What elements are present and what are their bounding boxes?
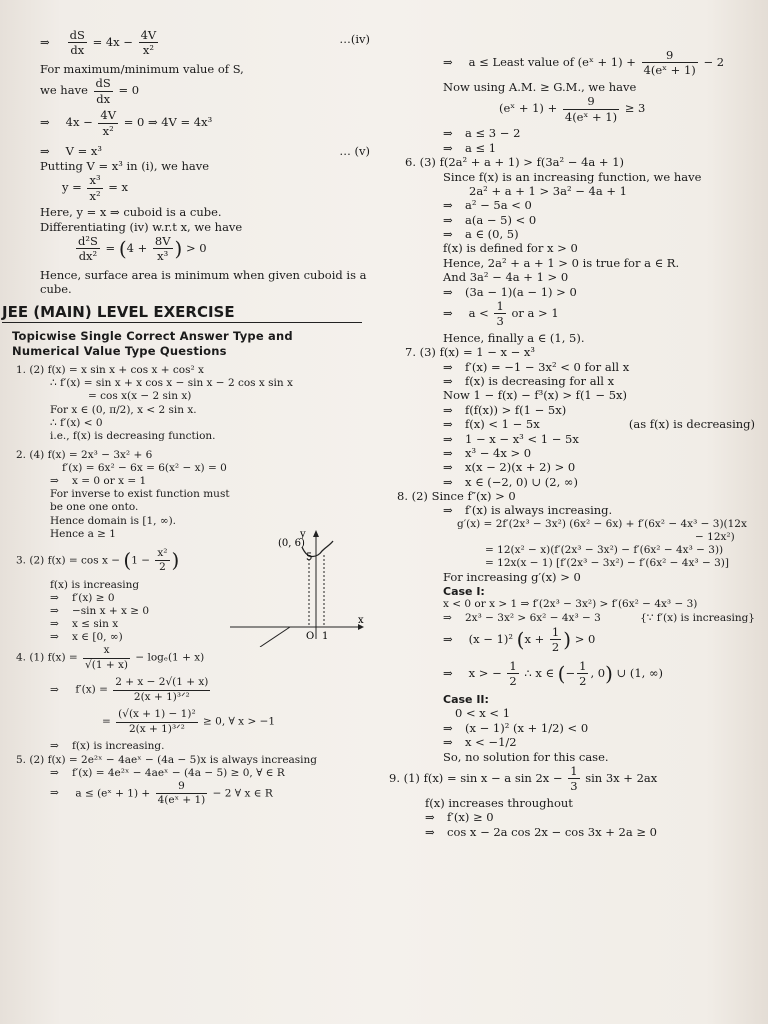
fraction: $\frac{dS}{dx}$ — [69, 28, 85, 58]
implies-arrow — [50, 767, 72, 779]
case-label: Case II: — [443, 692, 489, 706]
text-line: g′(x) = 2f′(2x³ − 3x²) (6x² − 6x) + f′(6x² − 4x³ − 3)(12x — [457, 517, 747, 530]
implies-arrow — [443, 126, 465, 140]
text-line: f(x) is defined for x > 0 — [443, 241, 578, 256]
text-line: ⇒ f′(x) ≥ 0 — [395, 810, 755, 824]
eq-iv: ⇒ $\frac{dS}{dx}$ = 4x − $\frac{4V}{\text{x²}}$ …(iv) — [40, 28, 370, 62]
implies-arrow — [443, 403, 465, 417]
implies-arrow — [50, 787, 72, 799]
fraction: $\frac{9}{\text{4(eˣ + 1)}}$ — [564, 94, 618, 124]
text-line: 0 < x < 1 — [455, 706, 511, 721]
implies-arrow — [40, 35, 62, 49]
tangent-line — [260, 627, 290, 647]
eq-v: ⇒ V = x³ … (v) — [40, 144, 370, 158]
y-label: y — [300, 529, 306, 540]
text-line: ⇒ −sin x + x ≥ 0 — [40, 605, 370, 618]
text-line: 2a² + a + 1 > 3a² − 4a + 1 — [469, 183, 627, 198]
text-line: Hence domain is [1, ∞). — [50, 514, 176, 527]
tick-label: 1 — [322, 631, 329, 642]
eq-line: ⇒ (x − 1)² (x + $\frac{1}{2}$ ) > 0 — [395, 625, 755, 659]
x-label: x — [358, 615, 364, 626]
text-line: Now using A.M. ≥ G.M., we have — [443, 80, 637, 94]
eq-line: ⇒ 4x − $\frac{4V}{\text{x²}}$ = 0 ⇒ 4V = 4x³ — [40, 108, 370, 140]
implies-arrow — [443, 475, 465, 489]
fraction: $\frac{\text{d²S}}{\text{dx²}}$ — [78, 233, 98, 264]
implies-arrow — [443, 446, 465, 460]
text-line: = cos x(x − 2 sin x) — [88, 390, 192, 403]
implies-arrow — [443, 374, 465, 388]
text-line: − 12x²) — [695, 530, 735, 543]
implies-arrow — [443, 360, 465, 374]
text-line: So, no solution for this case. — [443, 749, 609, 764]
fraction: $\frac{\text{x³}}{\text{x²}}$ — [89, 173, 101, 203]
eq-line: = (√(x + 1) − 1)² 2(x + 1)³ᐟ² ≥ 0, ∀ x > −1 — [102, 708, 276, 735]
implies-arrow — [443, 460, 465, 474]
text-line: ⇒ (3a − 1)(a − 1) > 0 — [395, 285, 755, 299]
fraction: $\frac{8V}{\text{x³}}$ — [154, 233, 171, 264]
text-line: f′(x) = 6x² − 6x = 6(x² − x) = 0 — [62, 462, 227, 474]
text-line: Here, y = x ⇒ cuboid is a cube. — [40, 205, 222, 220]
right-column — [389, 48, 755, 839]
solution-3: 3. (2) f(x) = cos x − (1 − $\frac{\text{x²}}{2}$ ) — [16, 546, 180, 573]
origin-label: O — [306, 631, 315, 642]
text-line: ⇒ 1 − x − x³ < 1 − 5x — [395, 432, 755, 446]
text-line: ⇒ x ∈ (−2, 0) ∪ (2, ∞) — [395, 475, 755, 489]
text-line: ⇒ f′(x) = −1 − 3x² < 0 for all x — [395, 360, 755, 374]
eq-line: $\frac{\text{d²S}}{\text{dx²}}$ = (4 + $\frac{8V}{\text{x³}}$ ) > 0 — [78, 233, 207, 264]
text-line: For increasing g′(x) > 0 — [443, 570, 581, 585]
eq-line: (eˣ + 1) + $\frac{9}{\text{4(eˣ + 1)}}$ ≥ 3 — [499, 94, 646, 124]
implies-arrow — [443, 141, 465, 155]
eq-line: ⇒ f′(x) = 2 + x − 2√(1 + x) 2(x + 1)³ᐟ² — [40, 676, 370, 708]
eq-line: ⇒ a ≤ (eˣ + 1) + $\frac{9}{\text{4(eˣ + 1)}}$ − 2 ∀ x ∈ R — [40, 780, 370, 810]
text-line: ⇒ f(x) is decreasing for all x — [395, 374, 755, 388]
note-tag: (as f(x) is decreasing) — [628, 417, 755, 432]
text-line: ⇒ x(x − 2)(x + 2) > 0 — [395, 460, 755, 474]
solution-5: 5. (2) f(x) = 2e²ˣ − 4aeˣ − (4a − 5)x is always increasing — [16, 753, 318, 766]
text-line: And 3a² − 4a + 1 > 0 — [443, 270, 569, 285]
left-column — [2, 28, 370, 810]
implies-arrow — [443, 666, 465, 680]
implies-arrow — [443, 721, 465, 735]
equation-tag: …(iv) — [339, 32, 370, 46]
fraction: 2 + x − 2√(1 + x) 2(x + 1)³ᐟ² — [115, 676, 209, 703]
fraction: $\frac{1}{3}$ — [496, 298, 504, 329]
implies-arrow — [443, 213, 465, 227]
y-axis-arrow — [313, 530, 319, 537]
fraction: $\frac{9}{\text{4(eˣ + 1)}}$ — [157, 779, 206, 806]
implies-arrow — [443, 417, 465, 431]
implies-arrow — [50, 605, 72, 617]
implies-arrow — [50, 592, 72, 604]
text-line: Hence a ≥ 1 — [50, 527, 116, 540]
text-line: ⇒ f′(x) ≥ 0 — [40, 592, 370, 605]
text-line: ⇒ x < −1/2 — [395, 735, 755, 749]
text-line: = 12(x² − x)(f′(2x³ − 3x²) − f′(6x² − 4x³ − 3)) — [485, 544, 724, 556]
fraction: $\frac{1}{2}$ — [579, 658, 587, 688]
text-line: ⇒ a² − 5a < 0 — [395, 198, 755, 212]
implies-arrow — [50, 631, 72, 643]
implies-arrow — [443, 227, 465, 241]
fraction: $\frac{x}{√(1 + x)}$ — [85, 644, 129, 671]
eq-line: ⇒ a < $\frac{1}{3}$ or a > 1 — [395, 299, 755, 331]
text-line: ⇒ (x − 1)² (x + 1/2) < 0 — [395, 721, 755, 735]
text-line: ⇒ x ≤ sin x — [40, 618, 370, 631]
text-line: ⇒ cos x − 2a cos 2x − cos 3x + 2a ≥ 0 — [395, 825, 755, 839]
implies-arrow — [40, 144, 62, 158]
point-label: (0, 6) — [278, 538, 305, 549]
fraction: $\frac{4V}{\text{x²}}$ — [140, 28, 157, 58]
implies-arrow — [50, 684, 72, 696]
implies-arrow — [40, 115, 62, 129]
implies-arrow — [443, 735, 465, 749]
equation-tag: … (v) — [339, 144, 370, 159]
fraction: (√(x + 1) − 1)² 2(x + 1)³ᐟ² — [118, 708, 196, 735]
fraction: $\frac{4V}{\text{x²}}$ — [100, 108, 117, 138]
implies-arrow — [443, 306, 465, 320]
solution-6: 6. (3) f(2a² + a + 1) > f(3a² − 4a + 1) — [405, 155, 624, 170]
text-line: ⇒ f′(x) is always increasing. — [395, 503, 755, 517]
solution-7: 7. (3) f(x) = 1 − x − x³ — [405, 345, 536, 360]
case-label: Case I: — [443, 584, 485, 598]
fraction: $\frac{dS}{dx}$ — [95, 76, 111, 106]
solution-1: 1. (2) f(x) = x sin x + cos x + cos² x — [16, 364, 204, 377]
text-line: cube. — [40, 282, 72, 297]
implies-arrow — [443, 503, 465, 517]
text-line: ∴ f′(x) < 0 — [50, 416, 103, 429]
solution-2: 2. (4) f(x) = 2x³ − 3x² + 6 — [16, 448, 153, 461]
implies-arrow — [443, 285, 465, 299]
text-line: ⇒ f(f(x)) > f(1 − 5x) — [395, 403, 755, 417]
text-line: ⇒ a ∈ (0, 5) — [395, 227, 755, 241]
implies-arrow — [443, 632, 465, 646]
text-line: For maximum/minimum value of S, — [40, 62, 244, 76]
section-heading: JEE (MAIN) LEVEL EXERCISE — [2, 303, 362, 324]
text-line: ⇒ x ∈ [0, ∞) — [40, 631, 370, 644]
text-line: ⇒ x = 0 or x = 1 — [40, 475, 370, 488]
implies-arrow — [443, 432, 465, 446]
text-line: ⇒ x³ − 4x > 0 — [395, 446, 755, 460]
text-line: x < 0 or x > 1 ⇒ f′(2x³ − 3x²) > f′(6x² − 4x³ − 3) — [443, 598, 698, 611]
text-line: ⇒ 2x³ − 3x² > 6x² − 4x³ − 3 {∵ f′(x) is increasing} — [395, 612, 755, 625]
eq-line: y = $\frac{\text{x³}}{\text{x²}}$ = x — [62, 173, 128, 203]
fraction: $\frac{\text{x²}}{2}$ — [157, 546, 168, 573]
fraction: $\frac{1}{2}$ — [551, 624, 560, 654]
text-line: f(x) increases throughout — [425, 795, 573, 810]
implies-arrow — [443, 198, 465, 212]
text-line: = 12x(x − 1) [f′(2x³ − 3x²) − f′(6x² − 4x³ − 3)] — [485, 557, 729, 570]
text-line: i.e., f(x) is decreasing function. — [50, 429, 216, 442]
text-line: Putting V = x³ in (i), we have — [40, 158, 210, 173]
text-line: ⇒ f(x) < 1 − 5x (as f(x) is decreasing) — [395, 417, 755, 431]
solution-4: 4. (1) f(x) = $\frac{x}{√(1 + x)}$ − logₑ(1 + x) — [16, 644, 205, 671]
text-line: ⇒ a(a − 5) < 0 — [395, 213, 755, 227]
text-line: be one one onto. — [50, 501, 139, 514]
text-line: Now 1 − f(x) − f³(x) > f(1 − 5x) — [443, 388, 627, 403]
text-line: Since f(x) is an increasing function, we have — [443, 169, 702, 184]
implies-arrow — [443, 55, 465, 69]
eq-line: ⇒ x > − $\frac{1}{2}$ ∴ x ∈ (− $\frac{1}{2}$ , 0) ∪ (1, ∞) — [395, 659, 755, 693]
text-line: Hence, finally a ∈ (1, 5). — [443, 330, 585, 345]
text-line: ⇒ a ≤ 3 − 2 — [395, 126, 755, 140]
section-subheading: Topicwise Single Correct Answer Type and — [12, 329, 293, 344]
cubic-graph — [230, 527, 365, 647]
text-line: f(x) is increasing — [50, 578, 140, 591]
implies-arrow — [443, 612, 465, 624]
text-line: Differentiating (iv) w.r.t x, we have — [40, 219, 243, 234]
text-line: Hence, surface area is minimum when given cuboid is a — [40, 267, 367, 282]
solution-9: 9. (1) f(x) = sin x − a sin 2x − $\frac{1}{3}$ sin 3x + 2ax — [389, 763, 658, 794]
implies-arrow — [50, 475, 72, 487]
text-line: ∴ f′(x) = sin x + x cos x − sin x − 2 cos x sin x — [50, 377, 293, 390]
implies-arrow — [425, 810, 447, 824]
text-line: For inverse to exist function must — [50, 488, 230, 501]
text-line: For x ∈ (0, π/2), x < 2 sin x. — [50, 403, 197, 416]
implies-arrow — [425, 825, 447, 839]
text-line: ⇒ f′(x) = 4e²ˣ − 4aeˣ − (4a − 5) ≥ 0, ∀ ∈ R — [40, 767, 370, 780]
text-line: ⇒ a ≤ 1 — [395, 141, 755, 155]
fraction: $\frac{1}{2}$ — [509, 658, 517, 688]
implies-arrow — [50, 740, 72, 752]
section-subheading: Numerical Value Type Questions — [12, 343, 227, 358]
note-tag: {∵ f′(x) is increasing} — [640, 611, 755, 624]
fraction: $\frac{9}{\text{4(eˣ + 1)}}$ — [643, 48, 696, 78]
solution-8: 8. (2) Since f″(x) > 0 — [397, 489, 516, 503]
eq-line: we have $\frac{dS}{dx}$ = 0 — [40, 76, 140, 106]
implies-arrow — [50, 618, 72, 630]
graph-svg — [230, 527, 365, 647]
fraction: $\frac{1}{3}$ — [570, 763, 578, 794]
text-line: ⇒ f(x) is increasing. — [40, 740, 370, 753]
text-line: Hence, 2a² + a + 1 > 0 is true for a ∈ R. — [443, 255, 680, 270]
eq-line: ⇒ a ≤ Least value of (eˣ + 1) + $\frac{9}{\text{4(eˣ + 1)}}$ − 2 — [395, 48, 755, 80]
tick-label: 5 — [306, 552, 313, 563]
